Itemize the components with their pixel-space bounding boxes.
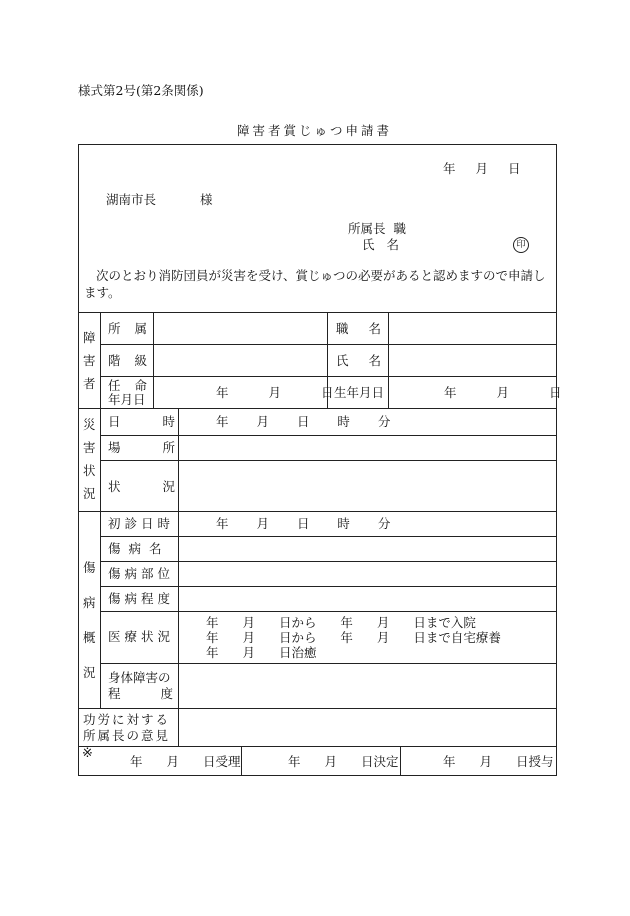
label-merit-2: 所属長の意見 [83,728,171,743]
received-date: 年 月 日受理 [130,754,241,769]
honorific: 様 [200,192,213,207]
section-disaster: 災害状況 [83,417,96,501]
label-injury-degree: 傷病程度 [108,591,175,606]
application-date: 年 月 日 [443,161,521,176]
label-injury-name: 傷病名 [108,541,170,556]
office-use-mark: ※ [82,746,93,761]
label-datetime: 日 時 [108,414,175,429]
recipient: 湖南市長 [106,192,157,207]
applicant-name-label: 氏 名 [362,237,399,252]
birthdate-field: 年 月 日 [444,385,562,400]
label-position: 職 名 [336,321,381,336]
label-injury-site: 傷病部位 [108,566,175,581]
label-place: 場 所 [108,440,175,455]
seal-mark: 印 [513,237,529,253]
label-disability-1: 身体障害の [108,670,171,685]
form-number: 様式第2号(第2条関係) [78,83,204,98]
label-treatment: 医療状況 [108,629,175,644]
first-visit-field: 年 月 日 時 分 [216,516,391,531]
award-date: 年 月 日授与 [443,754,554,769]
label-situation: 状 況 [108,479,175,494]
form-title: 障害者賞じゅつ申請書 [237,123,393,138]
treatment-line-1: 年 月 日から 年 月 日まで入院 [206,615,476,630]
label-name: 氏 名 [336,353,381,368]
affiliation-head-label: 所属長 職 [348,221,406,236]
label-appointed-1: 任 命 [108,378,147,393]
label-disability-2: 程 度 [108,686,173,701]
appointed-date-field: 年 月 日 [216,385,334,400]
application-statement: 次のとおり消防団員が災害を受け、賞じゅつの必要があると認めますので申請します。 [84,268,546,300]
label-birthdate: 生年月日 [334,385,385,400]
section-injury: 傷病概況 [83,560,96,680]
section-injured-person: 障害者 [83,330,96,391]
disaster-datetime-field: 年 月 日 時 分 [216,414,391,429]
label-affiliation: 所 属 [108,321,147,336]
decision-date: 年 月 日決定 [288,754,399,769]
label-merit-1: 功労に対する [83,712,171,727]
label-rank: 階 級 [108,353,147,368]
treatment-line-3: 年 月 日治癒 [206,645,317,660]
label-appointed-2: 年月日 [108,392,146,407]
treatment-line-2: 年 月 日から 年 月 日まで自宅療養 [206,630,501,645]
label-first-visit: 初診日時 [108,516,175,531]
